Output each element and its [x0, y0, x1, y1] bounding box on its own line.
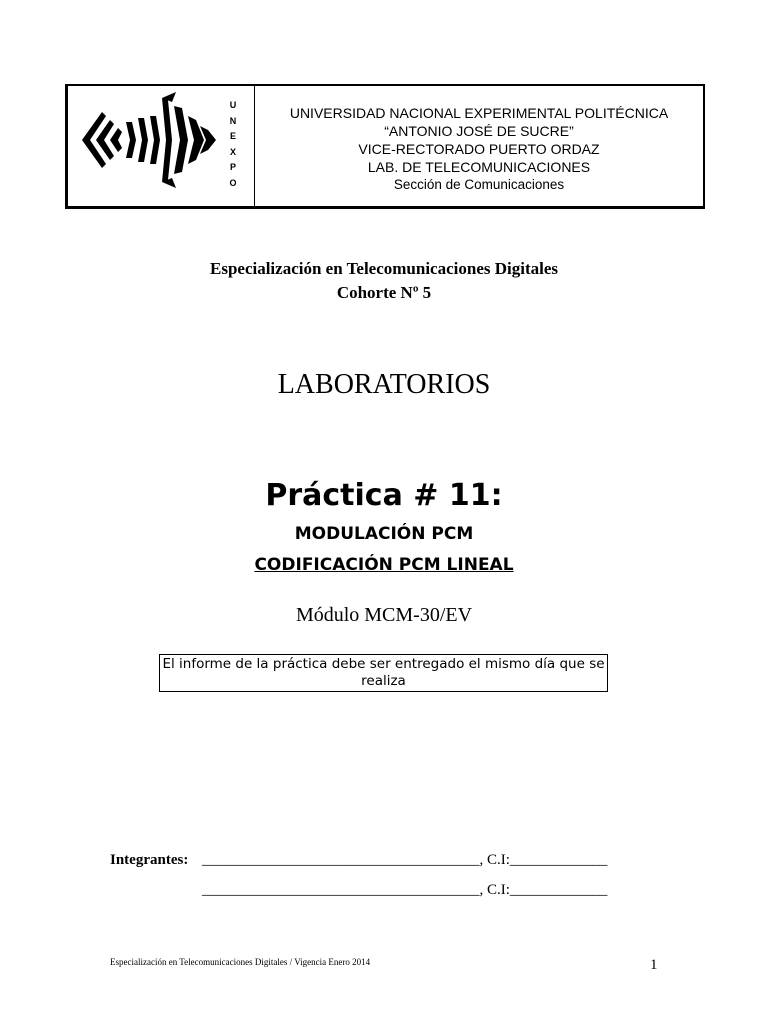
footer-text: Especialización en Telecomunicaciones Digitales / Vigencia Enero 2014 [110, 957, 371, 967]
notice-box: El informe de la práctica debe ser entregado el mismo día que se realiza [159, 654, 608, 692]
university-patron: “ANTONIO JOSÉ DE SUCRE” [384, 123, 574, 139]
vice-rectorate: VICE-RECTORADO PUERTO ORDAZ [358, 141, 600, 157]
header-box [65, 84, 705, 209]
section-title: LABORATORIOS [277, 369, 491, 400]
member-row-2: _____________________________________, C.I:_____________ [202, 882, 608, 898]
member-row-1: _____________________________________, C.I:_____________ [202, 852, 608, 868]
module-name: Módulo MCM-30/EV [295, 604, 473, 626]
practice-topic [0, 555, 768, 575]
unexpo-letters [226, 98, 240, 191]
practice-topic-text: CODIFICACIÓN PCM LINEAL [254, 555, 514, 575]
logo-letter: E [229, 131, 236, 141]
practice-title: Práctica # 11: [265, 478, 503, 513]
university-name: UNIVERSIDAD NACIONAL EXPERIMENTAL POLITÉCNICA [289, 105, 669, 121]
cohort-label: Cohorte Nº 5 [336, 283, 432, 302]
program-title: Especialización en Telecomunicaciones Digitales [209, 259, 558, 278]
logo-letter: X [229, 146, 236, 157]
logo-letter: N [229, 115, 237, 126]
unexpo-logo [76, 92, 226, 204]
members-label [110, 852, 188, 869]
lab-name: LAB. DE TELECOMUNICACIONES [367, 159, 591, 175]
section-name: Sección de Comunicaciones [393, 177, 565, 192]
practice-subtitle: MODULACIÓN PCM [294, 524, 474, 544]
institution-info [255, 86, 703, 206]
logo-letter: U [229, 100, 237, 110]
members-label-text: Integrantes: [110, 852, 189, 868]
logo-letter: P [229, 162, 236, 172]
logo-letter: O [229, 177, 237, 188]
logo-cell [67, 86, 255, 206]
page-number: 1 [650, 957, 658, 973]
